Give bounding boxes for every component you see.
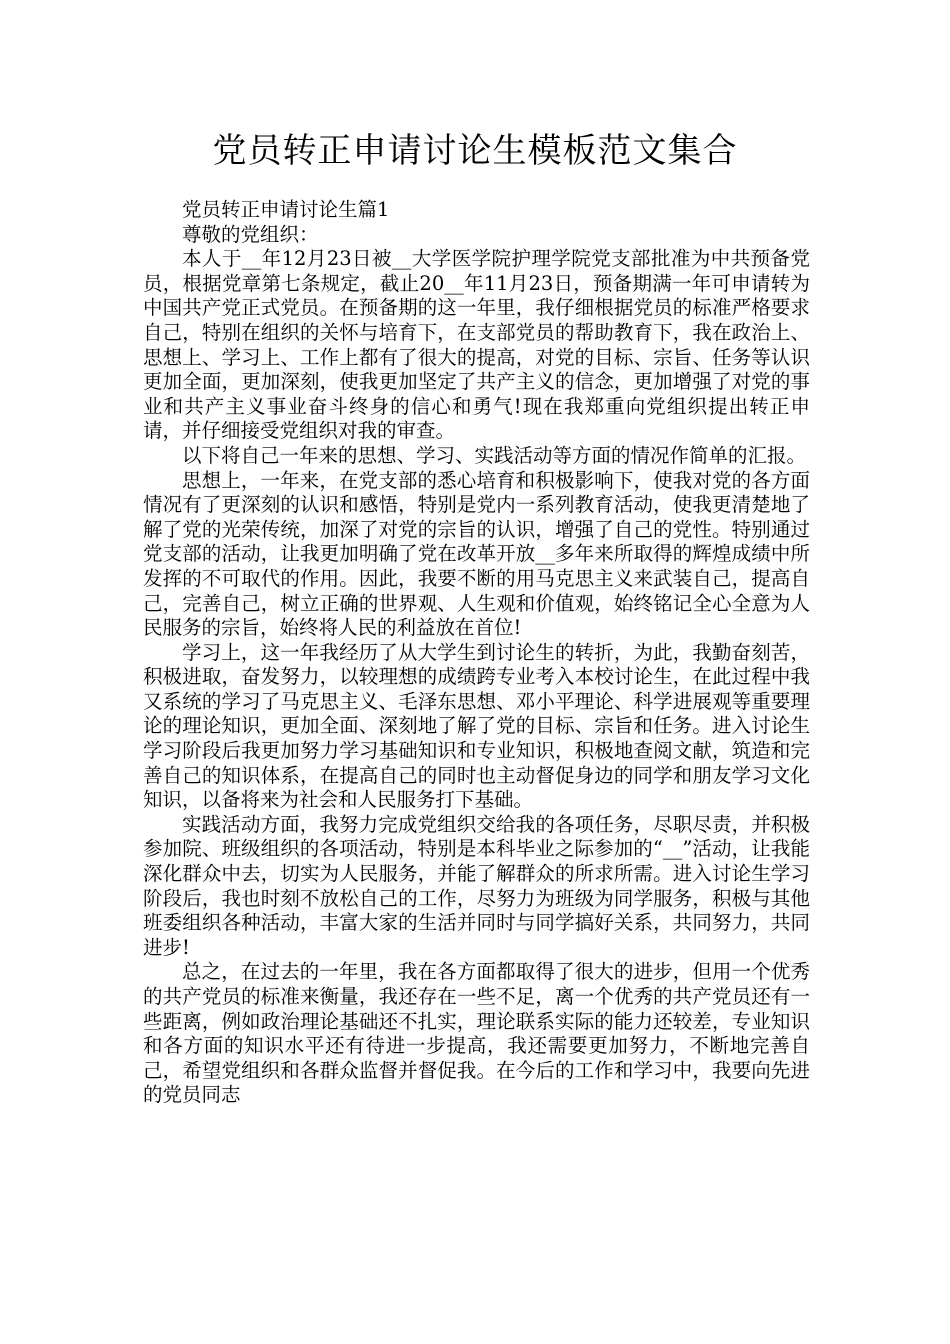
document-title: 党员转正申请讨论生模板范文集合 <box>212 131 738 171</box>
paragraph-practice: 实践活动方面，我努力完成党组织交给我的各项任务，尽职尽责，并积极参加院、班级组织的各项活动，特别是本科毕业之际参加的“__”活动，让我能深化群众中去，切实为人民服务，并能了解群众的所求所需。进入讨论生学习阶段后，我也时刻不放松自己的工作，尽努力为班级为同学服务，积极与其他班委组织各种活动，丰富大家的生活并同时与同学搞好关系，共同努力，共同进步! <box>143 812 810 959</box>
paragraph-application: 本人于__年12月23日被__大学医学院护理学院党支部批准为中共预备党员，根据党章第七条规定，截止20__年11月23日，预备期满一年可申请转为中国共产党正式党员。在预备期的这一年里，我仔细根据党员的标准严格要求自己，特别在组织的关怀与培育下，在支部党员的帮助教育下，我在政治上、思想上、学习上、工作上都有了很大的提高，对党的目标、宗旨、任务等认识更加全面，更加深刻，使我更加坚定了共产主义的信念，更加增强了对党的事业和共产主义事业奋斗终身的信心和勇气!现在我郑重向党组织提出转正申请，并仔细接受党组织对我的审查。 <box>143 247 810 443</box>
paragraph-summary: 总之，在过去的一年里，我在各方面都取得了很大的进步，但用一个优秀的共产党员的标准来衡量，我还存在一些不足，离一个优秀的共产党员还有一些距离，例如政治理论基础还不扎实，理论联系实际的能力还较差，专业知识和各方面的知识水平还有待进一步提高，我还需要更加努力，不断地完善自己，希望党组织和各群众监督并督促我。在今后的工作和学习中，我要向先进的党员同志 <box>143 960 810 1107</box>
paragraph-intro: 以下将自己一年来的思想、学习、实践活动等方面的情况作简单的汇报。 <box>182 443 807 467</box>
paragraph-thought: 思想上，一年来，在党支部的悉心培育和积极影响下，使我对党的各方面情况有了更深刻的认识和感悟，特别是党内一系列教育活动，使我更清楚地了解了党的光荣传统，加深了对党的宗旨的认识，增强了自己的党性。特别通过党支部的活动，让我更加明确了党在改革开放__多年来所取得的辉煌成绩中所发挥的不可取代的作用。因此，我要不断的用马克思主义来武装自己，提高自己，完善自己，树立正确的世界观、人生观和价值观，始终铭记全心全意为人民服务的宗旨，始终将人民的利益放在首位! <box>143 468 810 640</box>
paragraph-study: 学习上，这一年我经历了从大学生到讨论生的转折，为此，我勤奋刻苦，积极进取，奋发努力，以较理想的成绩跨专业考入本校讨论生，在此过程中我又系统的学习了马克思主义、毛泽东思想、邓小平理论、科学进展观等重要理论的理论知识，更加全面、深刻地了解了党的目标、宗旨和任务。进入讨论生学习阶段后我更加努力学习基础知识和专业知识，积极地查阅文献，筑造和完善自己的知识体系，在提高自己的同时也主动督促身边的同学和朋友学习文化知识，以备将来为社会和人民服务打下基础。 <box>143 640 810 812</box>
document-body <box>143 198 810 1108</box>
section-heading: 党员转正申请讨论生篇1 <box>182 198 390 221</box>
salutation: 尊敬的党组织： <box>182 222 319 246</box>
